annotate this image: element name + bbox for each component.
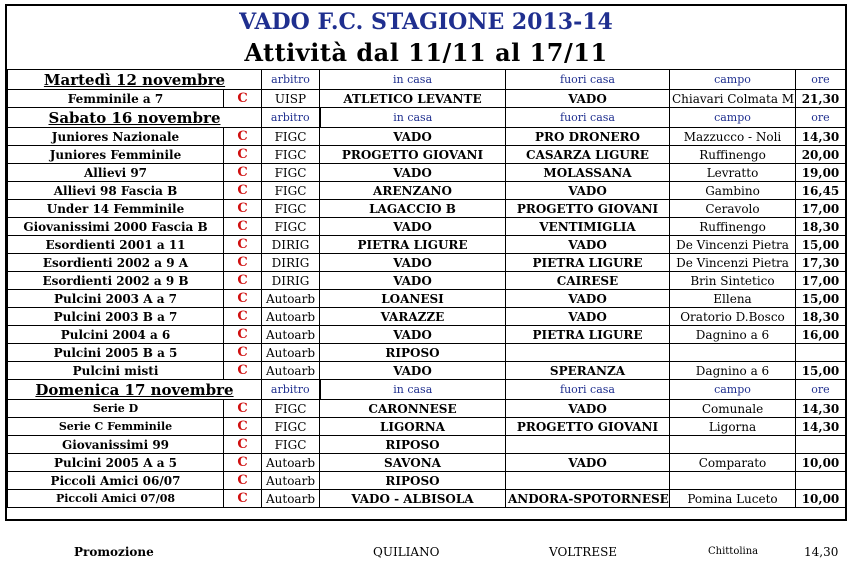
home-team-cell: VADO <box>320 326 506 344</box>
category-cell: Pulcini 2004 a 6 <box>8 326 224 344</box>
match-row <box>8 146 846 164</box>
referee-cell: DIRIG <box>262 272 320 290</box>
match-row <box>8 490 846 508</box>
match-row <box>8 164 846 182</box>
referee-cell: FIGC <box>262 182 320 200</box>
field-cell: Chiavari Colmata M <box>670 90 796 108</box>
referee-cell: FIGC <box>262 218 320 236</box>
referee-cell: Autoarb <box>262 344 320 362</box>
category-cell: Pulcini 2005 B a 5 <box>8 344 224 362</box>
c-mark: C <box>224 400 262 418</box>
time-cell: 21,30 <box>796 90 846 108</box>
category-cell: Giovanissimi 2000 Fascia B <box>8 218 224 236</box>
category-cell: Pulcini misti <box>8 362 224 380</box>
match-row <box>8 400 846 418</box>
field-header: campo <box>670 70 796 90</box>
referee-cell: Autoarb <box>262 454 320 472</box>
section-header-row <box>8 108 846 128</box>
home-team-cell: ARENZANO <box>320 182 506 200</box>
away-team-cell: PROGETTO GIOVANI <box>506 418 670 436</box>
match-row <box>8 90 846 108</box>
field-cell: Dagnino a 6 <box>670 362 796 380</box>
away-header: fuori casa <box>506 380 670 400</box>
referee-cell: Autoarb <box>262 490 320 508</box>
home-team-cell: VADO <box>320 272 506 290</box>
field-cell: Dagnino a 6 <box>670 326 796 344</box>
home-team-cell: RIPOSO <box>320 472 506 490</box>
home-header: in casa <box>320 70 506 90</box>
referee-cell: DIRIG <box>262 254 320 272</box>
referee-cell: FIGC <box>262 436 320 454</box>
c-mark: C <box>224 436 262 454</box>
match-row <box>8 454 846 472</box>
away-team-cell: VADO <box>506 454 670 472</box>
time-cell: 16,00 <box>796 326 846 344</box>
time-cell: 17,00 <box>796 200 846 218</box>
category-cell: Juniores Femminile <box>8 146 224 164</box>
time-cell: 18,30 <box>796 308 846 326</box>
category-cell: Serie C Femminile <box>8 418 224 436</box>
schedule-table <box>7 69 846 508</box>
c-mark: C <box>224 362 262 380</box>
home-team-cell: SAVONA <box>320 454 506 472</box>
field-cell: Ruffinengo <box>670 146 796 164</box>
field-header: campo <box>670 380 796 400</box>
away-team-cell: MOLASSANA <box>506 164 670 182</box>
category-cell: Esordienti 2001 a 11 <box>8 236 224 254</box>
home-team-cell: VADO - ALBISOLA <box>320 490 506 508</box>
home-team-cell: VADO <box>320 164 506 182</box>
home-team-cell: ATLETICO LEVANTE <box>320 90 506 108</box>
home-team-cell: VADO <box>320 128 506 146</box>
field-cell: Levratto <box>670 164 796 182</box>
referee-cell: Autoarb <box>262 308 320 326</box>
home-team-cell: LAGACCIO B <box>320 200 506 218</box>
time-cell: 15,00 <box>796 236 846 254</box>
section-header-row <box>8 380 846 400</box>
field-cell <box>670 436 796 454</box>
away-team-cell: PIETRA LIGURE <box>506 254 670 272</box>
match-row <box>8 236 846 254</box>
field-cell: Mazzucco - Noli <box>670 128 796 146</box>
c-mark: C <box>224 182 262 200</box>
c-mark: C <box>224 272 262 290</box>
c-mark: C <box>224 128 262 146</box>
c-mark: C <box>224 236 262 254</box>
category-cell: Piccoli Amici 07/08 <box>8 490 224 508</box>
referee-cell: FIGC <box>262 200 320 218</box>
time-cell: 15,00 <box>796 290 846 308</box>
category-cell: Pulcini 2003 B a 7 <box>8 308 224 326</box>
footer-field: Chittolina <box>708 546 759 557</box>
away-team-cell: CAIRESE <box>506 272 670 290</box>
away-team-cell: VADO <box>506 308 670 326</box>
away-team-cell: PROGETTO GIOVANI <box>506 200 670 218</box>
home-team-cell: VARAZZE <box>320 308 506 326</box>
c-mark: C <box>224 472 262 490</box>
time-cell <box>796 344 846 362</box>
match-row <box>8 218 846 236</box>
time-header: ore <box>796 70 846 90</box>
schedule-body <box>8 70 846 508</box>
referee-cell: FIGC <box>262 164 320 182</box>
away-team-cell: ANDORA-SPOTORNESE <box>506 490 670 508</box>
home-team-cell: RIPOSO <box>320 344 506 362</box>
category-cell: Pulcini 2005 A a 5 <box>8 454 224 472</box>
away-team-cell: VADO <box>506 182 670 200</box>
time-cell: 10,00 <box>796 490 846 508</box>
field-cell: Ligorna <box>670 418 796 436</box>
match-row <box>8 418 846 436</box>
away-team-cell <box>506 472 670 490</box>
away-team-cell <box>506 436 670 454</box>
referee-cell: Autoarb <box>262 362 320 380</box>
c-mark: C <box>224 290 262 308</box>
c-mark: C <box>224 90 262 108</box>
match-row <box>8 344 846 362</box>
match-row <box>8 326 846 344</box>
home-team-cell: RIPOSO <box>320 436 506 454</box>
referee-cell: UISP <box>262 90 320 108</box>
category-cell: Serie D <box>8 400 224 418</box>
home-team-cell: LOANESI <box>320 290 506 308</box>
c-mark: C <box>224 418 262 436</box>
club-season-title: VADO F.C. STAGIONE 2013-14 <box>239 9 613 35</box>
footer-category: Promozione <box>74 545 154 559</box>
referee-cell: Autoarb <box>262 290 320 308</box>
category-cell: Esordienti 2002 a 9 B <box>8 272 224 290</box>
time-cell: 14,30 <box>796 128 846 146</box>
away-team-cell: VADO <box>506 90 670 108</box>
match-row <box>8 128 846 146</box>
match-row <box>8 272 846 290</box>
home-team-cell: CARONNESE <box>320 400 506 418</box>
field-cell: Gambino <box>670 182 796 200</box>
footer-away-team: VOLTRESE <box>549 545 618 559</box>
match-row <box>8 290 846 308</box>
field-cell: Ruffinengo <box>670 218 796 236</box>
away-team-cell: PIETRA LIGURE <box>506 326 670 344</box>
category-cell: Femminile a 7 <box>8 90 224 108</box>
time-cell: 17,00 <box>796 272 846 290</box>
time-cell: 15,00 <box>796 362 846 380</box>
c-mark: C <box>224 200 262 218</box>
referee-cell: FIGC <box>262 418 320 436</box>
time-cell: 17,30 <box>796 254 846 272</box>
match-row <box>8 254 846 272</box>
category-cell: Pulcini 2003 A a 7 <box>8 290 224 308</box>
home-team-cell: VADO <box>320 362 506 380</box>
time-cell <box>796 436 846 454</box>
c-mark: C <box>224 454 262 472</box>
home-header: in casa <box>320 380 506 400</box>
activity-period-title: Attività dal 11/11 al 17/11 <box>244 38 608 67</box>
field-cell: Brin Sintetico <box>670 272 796 290</box>
footer-home-team: QUILIANO <box>373 545 440 559</box>
time-cell <box>796 472 846 490</box>
home-header: in casa <box>320 108 506 128</box>
field-cell: Ceravolo <box>670 200 796 218</box>
match-row <box>8 182 846 200</box>
match-row <box>8 472 846 490</box>
day-heading: Martedì 12 novembre <box>8 70 262 90</box>
time-header: ore <box>796 108 846 128</box>
time-cell: 10,00 <box>796 454 846 472</box>
referee-header: arbitro <box>262 70 320 90</box>
category-cell: Under 14 Femminile <box>8 200 224 218</box>
home-team-cell: PROGETTO GIOVANI <box>320 146 506 164</box>
away-team-cell: VADO <box>506 236 670 254</box>
time-cell: 20,00 <box>796 146 846 164</box>
away-header: fuori casa <box>506 108 670 128</box>
time-cell: 16,45 <box>796 182 846 200</box>
field-cell <box>670 344 796 362</box>
c-mark: C <box>224 344 262 362</box>
match-row <box>8 362 846 380</box>
match-row <box>8 436 846 454</box>
away-header: fuori casa <box>506 70 670 90</box>
category-cell: Giovanissimi 99 <box>8 436 224 454</box>
referee-cell: Autoarb <box>262 472 320 490</box>
field-cell: Oratorio D.Bosco <box>670 308 796 326</box>
c-mark: C <box>224 308 262 326</box>
category-cell: Allievi 98 Fascia B <box>8 182 224 200</box>
referee-header: arbitro <box>262 380 320 400</box>
referee-cell: FIGC <box>262 128 320 146</box>
away-team-cell: VADO <box>506 400 670 418</box>
home-team-cell: VADO <box>320 254 506 272</box>
day-heading: Sabato 16 novembre <box>8 108 262 128</box>
time-cell: 14,30 <box>796 400 846 418</box>
c-mark: C <box>224 490 262 508</box>
home-team-cell: PIETRA LIGURE <box>320 236 506 254</box>
field-cell: Comunale <box>670 400 796 418</box>
field-cell: Comparato <box>670 454 796 472</box>
footer-time: 14,30 <box>804 545 839 559</box>
category-cell: Allievi 97 <box>8 164 224 182</box>
category-cell: Juniores Nazionale <box>8 128 224 146</box>
referee-cell: DIRIG <box>262 236 320 254</box>
c-mark: C <box>224 146 262 164</box>
schedule-sheet <box>5 4 847 521</box>
match-row <box>8 200 846 218</box>
away-team-cell: VENTIMIGLIA <box>506 218 670 236</box>
referee-cell: FIGC <box>262 146 320 164</box>
field-cell: De Vincenzi Pietra <box>670 254 796 272</box>
time-cell: 19,00 <box>796 164 846 182</box>
away-team-cell: SPERANZA <box>506 362 670 380</box>
away-team-cell: PRO DRONERO <box>506 128 670 146</box>
referee-cell: FIGC <box>262 400 320 418</box>
c-mark: C <box>224 164 262 182</box>
away-team-cell <box>506 344 670 362</box>
time-header: ore <box>796 380 846 400</box>
away-team-cell: CASARZA LIGURE <box>506 146 670 164</box>
field-cell: Pomina Luceto <box>670 490 796 508</box>
field-cell <box>670 472 796 490</box>
category-cell: Esordienti 2002 a 9 A <box>8 254 224 272</box>
field-cell: Ellena <box>670 290 796 308</box>
home-team-cell: LIGORNA <box>320 418 506 436</box>
category-cell: Piccoli Amici 06/07 <box>8 472 224 490</box>
field-cell: De Vincenzi Pietra <box>670 236 796 254</box>
c-mark: C <box>224 254 262 272</box>
day-heading: Domenica 17 novembre <box>8 380 262 400</box>
c-mark: C <box>224 326 262 344</box>
section-header-row <box>8 70 846 90</box>
time-cell: 18,30 <box>796 218 846 236</box>
home-team-cell: VADO <box>320 218 506 236</box>
time-cell: 14,30 <box>796 418 846 436</box>
referee-cell: Autoarb <box>262 326 320 344</box>
c-mark: C <box>224 218 262 236</box>
match-row <box>8 308 846 326</box>
referee-header: arbitro <box>262 108 320 128</box>
away-team-cell: VADO <box>506 290 670 308</box>
field-header: campo <box>670 108 796 128</box>
